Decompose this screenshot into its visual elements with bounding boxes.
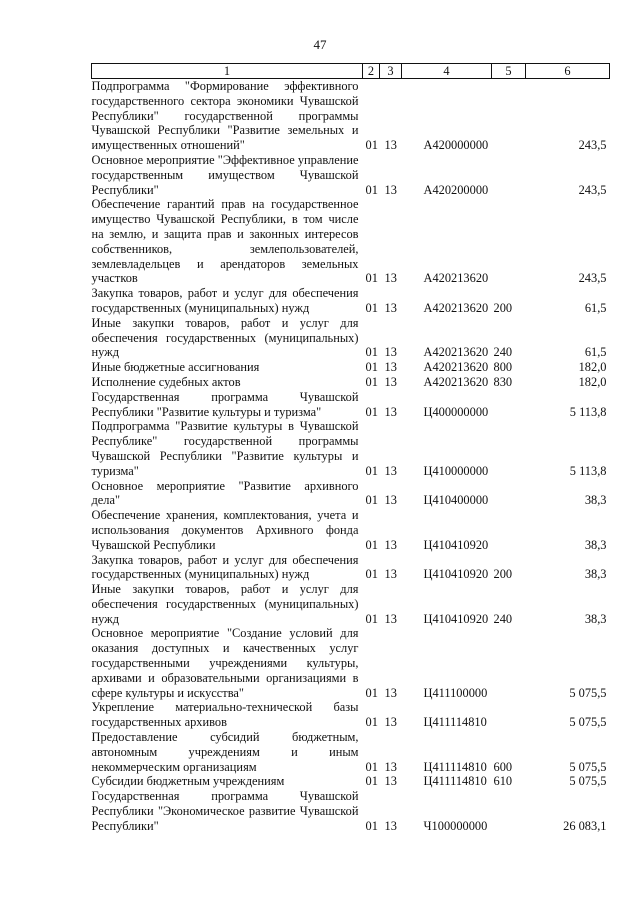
row-subsection: 13: [384, 774, 397, 789]
row-section: 01: [365, 463, 378, 478]
row-target-article: А420213620: [423, 374, 489, 389]
row-name: Иные бюджетные ассигнования: [91, 360, 260, 375]
row-expense-type: [492, 508, 526, 552]
row-expense-type: [492, 390, 526, 420]
row-target-article: А420213620: [423, 360, 489, 375]
row-section: 01: [365, 360, 378, 375]
table-body: [92, 79, 610, 834]
row-name: Подпрограмма "Развитие культуры в Чувашской Республике" государственной программы Чувашской Республики "Развитие культуры и туризма": [91, 419, 359, 478]
row-expense-type: [492, 419, 526, 478]
row-section: 01: [365, 567, 378, 582]
header-col-section: 2: [363, 64, 380, 79]
table-row: [92, 553, 610, 583]
header-col-amount: 6: [526, 64, 610, 79]
row-subsection: 13: [384, 404, 397, 419]
row-amount: 26 083,1: [563, 818, 607, 833]
row-target-article: А420213620: [423, 300, 489, 315]
table-row: [92, 774, 610, 789]
row-subsection: 13: [384, 271, 397, 286]
header-col-name: 1: [92, 64, 363, 79]
row-name: Основное мероприятие "Развитие архивного дела": [91, 478, 359, 508]
row-name: Государственная программа Чувашской Республики "Экономическое развитие Чувашской Республики": [91, 789, 359, 833]
row-subsection: 13: [384, 537, 397, 552]
table-row: [92, 789, 610, 833]
row-subsection: 13: [384, 567, 397, 582]
row-amount: 38,3: [584, 611, 607, 626]
row-name: Подпрограмма "Формирование эффективного государственного сектора экономики Чувашской Республики" государственной программы Чувашской Республики "Развитие земельных и имущественных отношений": [91, 79, 359, 153]
row-subsection: 13: [384, 360, 397, 375]
row-target-article: Ц411114810: [423, 759, 487, 774]
row-name: Укрепление материально-технической базы государственных архивов: [91, 700, 359, 730]
table-row: [92, 730, 610, 774]
row-expense-type: [492, 153, 526, 197]
row-name: Предоставление субсидий бюджетным, автономным учреждениям и иным некоммерческим организациям: [91, 730, 359, 774]
row-name: Обеспечение гарантий прав на государственное имущество Чувашской Республики, в том числе на землю, и защита прав и законных интересов собственников, землепользователей, землевладельцев и арендаторов земельных участков: [91, 197, 359, 286]
table-row: [92, 375, 610, 390]
row-name: Обеспечение хранения, комплектования, учета и использования документов Архивного фонда Чувашской Республики: [91, 508, 359, 552]
row-name: Государственная программа Чувашской Республики "Развитие культуры и туризма": [91, 389, 359, 419]
row-expense-type: [492, 700, 526, 730]
row-expense-type: 200: [493, 567, 513, 582]
row-amount: 5 113,8: [569, 463, 607, 478]
table-row: [92, 153, 610, 197]
row-subsection: 13: [384, 493, 397, 508]
row-subsection: 13: [384, 818, 397, 833]
row-section: 01: [365, 345, 378, 360]
row-expense-type: 610: [493, 774, 513, 789]
table-row: [92, 508, 610, 552]
row-expense-type: [492, 197, 526, 286]
page-number: 47: [313, 37, 327, 52]
row-subsection: 13: [384, 138, 397, 153]
row-expense-type: 800: [493, 360, 513, 375]
row-target-article: Ц410410920: [423, 537, 489, 552]
row-section: 01: [365, 537, 378, 552]
row-target-article: Ц410410920: [423, 567, 489, 582]
row-amount: 182,0: [578, 360, 607, 375]
row-expense-type: 200: [493, 300, 513, 315]
table-row: [92, 286, 610, 316]
row-target-article: А420000000: [423, 138, 489, 153]
table-row: [92, 197, 610, 286]
row-section: 01: [365, 715, 378, 730]
row-subsection: 13: [384, 759, 397, 774]
row-name: Субсидии бюджетным учреждениям: [91, 774, 285, 789]
row-target-article: Ц410410920: [423, 611, 489, 626]
row-amount: 38,3: [584, 493, 607, 508]
row-target-article: Ц410000000: [423, 463, 489, 478]
table-row: [92, 316, 610, 360]
row-section: 01: [365, 374, 378, 389]
row-amount: 38,3: [584, 567, 607, 582]
table-row: [92, 479, 610, 509]
row-name: Основное мероприятие "Эффективное управление государственным имуществом Чувашской Республики": [91, 152, 359, 197]
header-col-expense: 5: [492, 64, 526, 79]
header-row: [92, 64, 610, 79]
row-amount: 243,5: [578, 271, 607, 286]
row-subsection: 13: [384, 345, 397, 360]
row-subsection: 13: [384, 715, 397, 730]
row-subsection: 13: [384, 182, 397, 197]
row-amount: 5 075,5: [569, 759, 607, 774]
row-name: Закупка товаров, работ и услуг для обеспечения государственных (муниципальных) нужд: [91, 286, 359, 315]
row-subsection: 13: [384, 685, 397, 700]
row-name: Иные закупки товаров, работ и услуг для обеспечения государственных (муниципальных) нужд: [91, 315, 359, 360]
row-amount: 243,5: [578, 138, 607, 153]
table-row: [92, 626, 610, 700]
table-row: [92, 700, 610, 730]
row-expense-type: [492, 479, 526, 509]
row-target-article: Ц400000000: [423, 404, 489, 419]
row-amount: 182,0: [578, 374, 607, 389]
row-section: 01: [365, 404, 378, 419]
table-row: [92, 360, 610, 375]
row-section: 01: [365, 300, 378, 315]
row-name: Исполнение судебных актов: [91, 374, 241, 389]
row-target-article: А420200000: [423, 182, 489, 197]
row-subsection: 13: [384, 611, 397, 626]
row-subsection: 13: [384, 374, 397, 389]
row-expense-type: [492, 79, 526, 153]
row-amount: 38,3: [584, 537, 607, 552]
row-name: Основное мероприятие "Создание условий для оказания доступных и качественных услуг государственными учреждениями культуры, архивами и образовательными организациями в сфере культуры и искусства": [91, 626, 359, 700]
header-col-target: 4: [402, 64, 492, 79]
row-section: 01: [365, 182, 378, 197]
row-target-article: Ч100000000: [423, 818, 488, 833]
row-section: 01: [365, 774, 378, 789]
row-amount: 61,5: [584, 345, 607, 360]
row-section: 01: [365, 685, 378, 700]
row-amount: 61,5: [584, 300, 607, 315]
row-target-article: Ц411114810: [423, 774, 487, 789]
row-name: Иные закупки товаров, работ и услуг для обеспечения государственных (муниципальных) нужд: [91, 582, 359, 626]
header-col-subsection: 3: [380, 64, 402, 79]
row-section: 01: [365, 271, 378, 286]
row-section: 01: [365, 611, 378, 626]
row-section: 01: [365, 818, 378, 833]
budget-table: [91, 63, 610, 834]
table-row: [92, 390, 610, 420]
row-amount: 5 113,8: [569, 404, 607, 419]
row-expense-type: 600: [493, 759, 513, 774]
table-row: [92, 419, 610, 478]
row-target-article: Ц411100000: [423, 685, 488, 700]
row-expense-type: 240: [493, 611, 513, 626]
row-target-article: Ц411114810: [423, 715, 487, 730]
row-section: 01: [365, 493, 378, 508]
row-section: 01: [365, 138, 378, 153]
row-amount: 5 075,5: [569, 685, 607, 700]
row-expense-type: 240: [493, 345, 513, 360]
row-subsection: 13: [384, 300, 397, 315]
row-expense-type: [492, 626, 526, 700]
row-name: Закупка товаров, работ и услуг для обеспечения государственных (муниципальных) нужд: [91, 552, 359, 582]
row-target-article: А420213620: [423, 271, 489, 286]
row-subsection: 13: [384, 463, 397, 478]
row-amount: 5 075,5: [569, 715, 607, 730]
row-expense-type: [492, 789, 526, 833]
row-section: 01: [365, 759, 378, 774]
row-target-article: А420213620: [423, 345, 489, 360]
row-amount: 5 075,5: [569, 774, 607, 789]
row-expense-type: 830: [493, 374, 513, 389]
table-row: [92, 79, 610, 153]
table-header: [92, 64, 610, 79]
table-row: [92, 582, 610, 626]
row-target-article: Ц410400000: [423, 493, 489, 508]
row-amount: 243,5: [578, 182, 607, 197]
